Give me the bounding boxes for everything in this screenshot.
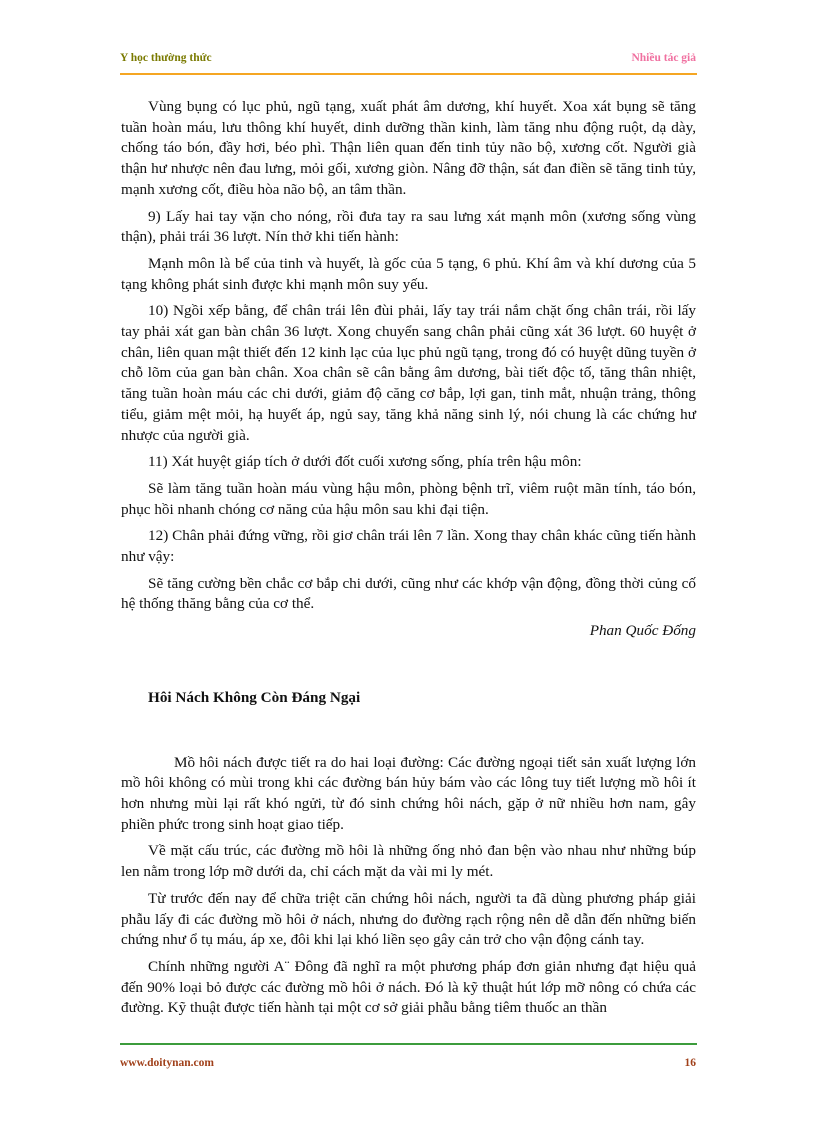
paragraph: 10) Ngồi xếp bằng, để chân trái lên đùi phải, lấy tay trái nắm chặt ống chân trái, rồi lấy tay phải xát gan bàn chân 36 lượt. Xong chuyển sang chân phải cũng xát 36 lượt. 60 huyệt ở chân, liên quan mật thiết đến 12 kinh lạc của lục phủ ngũ tạng, trong đó có huyệt dũng tuyền ở chỗ lõm của gan bàn chân. Xoa chân sẽ cân bằng âm dương, bài tiết độc tố, tăng thân nhiệt, tăng tuần hoàn máu các chi dưới, giảm độ căng cơ bắp, lợi gan, tinh mắt, nhuận trảng, thông tiểu, giảm mệt mỏi, hạ huyết áp, ngủ say, tăng khả năng sinh lý, nói chung là các chứng hư nhược của người già. (121, 302, 696, 444)
author-signature: Phan Quốc Đống (589, 622, 696, 640)
footer-divider (120, 1043, 697, 1045)
paragraph: Sẽ tăng cường bền chắc cơ bắp chi dưới, cũng như các khớp vận động, đồng thời củng cố hệ thống thăng bằng của cơ thể. (121, 574, 696, 613)
page-number: 16 (684, 1057, 696, 1069)
paragraph: Mạnh môn là bể của tinh và huyết, là gốc của 5 tạng, 6 phủ. Khí âm và khí dương của 5 tạng không phát sinh được khi mạnh môn suy yếu. (121, 254, 696, 293)
article-paragraph: Mồ hôi nách được tiết ra do hai loại đường: Các đường ngoại tiết sản xuất lượng lớn mồ hôi không có mùi trong khi các đường bán hủy bám vào các lông tuy tiết lượng mồ hôi ít hơn nhưng mùi lại rất khó ngửi, từ đó sinh chứng hôi nách, gặp ở nữ nhiều hơn nam, gây phiền phức trong sinh hoạt giao tiếp. (121, 753, 696, 833)
article-title: Hôi Nách Không Còn Đáng Ngại (148, 688, 361, 706)
page-body (121, 97, 696, 1025)
paragraph: 11) Xát huyệt giáp tích ở dưới đốt cuối xương sống, phía trên hậu môn: (148, 453, 582, 471)
paragraph: 12) Chân phải đứng vững, rồi giơ chân trái lên 7 lần. Xong thay chân khác cũng tiến hành như vậy: (121, 527, 696, 566)
paragraph: Vùng bụng có lục phủ, ngũ tạng, xuất phát âm dương, khí huyết. Xoa xát bụng sẽ tăng tuần hoàn máu, lưu thông khí huyết, dinh dưỡng thần kinh, làm tăng nhu động ruột, dạ dày, chống táo bón, đầy hơi, béo phì. Thận liên quan đến tinh tủy não bộ, xương cốt. Người già thận hư nhược nên đau lưng, mỏi gối, xương giòn. Nâng đỡ thận, sát đan điền sẽ tăng tinh tủy, mạnh xương cốt, điều hòa não bộ, an tâm thần. (121, 98, 696, 198)
paragraph: 9) Lấy hai tay vặn cho nóng, rồi đưa tay ra sau lưng xát mạnh môn (xương sống vùng thận), phải trái 36 lượt. Nín thở khi tiến hành: (121, 207, 696, 246)
article-paragraph: Từ trước đến nay để chữa triệt căn chứng hôi nách, người ta đã dùng phương pháp giải phẫu lấy đi các đường mồ hôi ở nách, nhưng do đường rạch rộng nên dễ dẫn đến những biến chứng như ổ tụ máu, áp xe, đôi khi lại khó liền sẹo gây cản trở cho vận động cánh tay. (121, 889, 696, 949)
header-divider (120, 73, 697, 75)
footer-website: www.doitynan.com (120, 1057, 214, 1069)
page-header (120, 52, 696, 70)
article-paragraph: Về mặt cấu trúc, các đường mồ hôi là những ống nhỏ đan bện vào nhau như những búp len nằm trong lớp mỡ dưới da, chỉ cách mặt da vài mi ly mét. (121, 842, 696, 881)
page-footer (120, 1057, 696, 1075)
paragraph: Sẽ làm tăng tuần hoàn máu vùng hậu môn, phòng bệnh trĩ, viêm ruột mãn tính, táo bón, phục hồi nhanh chóng cơ năng của hậu môn sau khi đại tiện. (121, 479, 696, 518)
article-paragraph: Chính những người A¨ Đông đã nghĩ ra một phương pháp đơn giản nhưng đạt hiệu quả đến 90% loại bỏ được các đường mồ hôi ở nách. Đó là kỹ thuật hút lớp mỡ nông có chứa các đường. Kỹ thuật được tiến hành tại một cơ sở giải phẫu bằng tiêm thuốc an thần (121, 957, 696, 1017)
header-author: Nhiều tác giả (631, 52, 696, 64)
header-book-title: Y học thường thức (120, 52, 212, 64)
